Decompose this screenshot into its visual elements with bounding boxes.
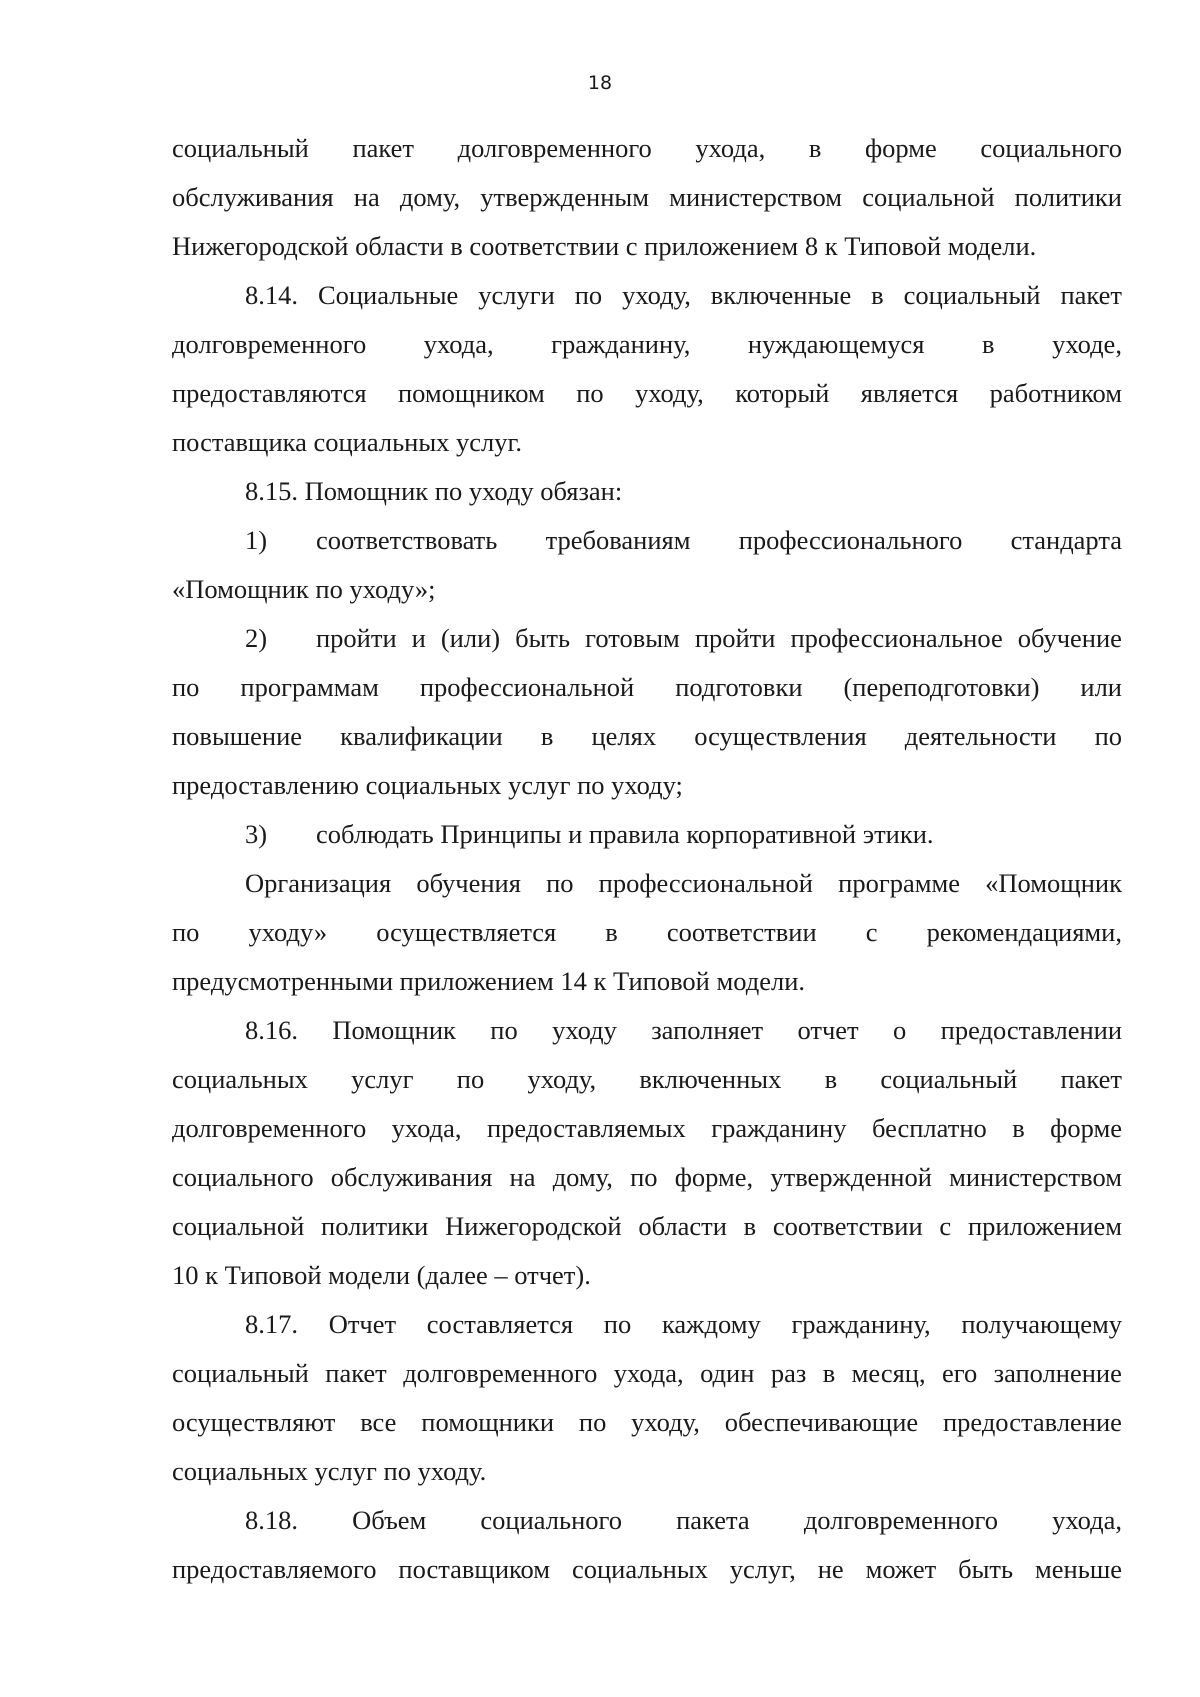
text-line: Организация обучения по профессиональной программе «Помощник (245, 868, 1122, 898)
list-item-text: соответствовать требованиям профессионального стандарта (316, 525, 1122, 555)
text-line: предусмотренными приложением 14 к Типовой модели. (172, 966, 806, 996)
text-line: социальных услуг по уходу, включенных в социальный пакет (172, 1064, 1122, 1094)
text-line: по программам профессиональной подготовки (переподготовки) или (172, 672, 1122, 702)
text-line: долговременного ухода, предоставляемых гражданину бесплатно в форме (172, 1113, 1122, 1143)
text-line: Нижегородской области в соответствии с приложением 8 к Типовой модели. (172, 231, 1037, 261)
text-line: 8.15. Помощник по уходу обязан: (245, 476, 623, 506)
text-line: социальных услуг по уходу. (172, 1456, 487, 1486)
text-line: 8.16. Помощник по уходу заполняет отчет о предоставлении (245, 1015, 1122, 1045)
text-line: долговременного ухода, гражданину, нуждающемуся в уходе, (172, 329, 1122, 359)
text-line: обслуживания на дому, утвержденным министерством социальной политики (172, 182, 1122, 212)
list-item-text: пройти и (или) быть готовым пройти профессиональное обучение (316, 623, 1122, 653)
list-item-number: 1) (245, 525, 268, 555)
text-line: поставщика социальных услуг. (172, 427, 523, 457)
text-line: повышение квалификации в целях осуществления деятельности по (172, 721, 1122, 751)
text-line: по уходу» осуществляется в соответствии с рекомендациями, (172, 917, 1122, 947)
list-item-line (172, 810, 1122, 859)
text-line: 8.17. Отчет составляется по каждому гражданину, получающему (245, 1309, 1122, 1339)
list-item-text: соблюдать Принципы и правила корпоративной этики. (316, 819, 934, 849)
text-line: осуществляют все помощники по уходу, обеспечивающие предоставление (172, 1407, 1122, 1437)
text-line: предоставлению социальных услуг по уходу; (172, 770, 683, 800)
text-line: социальный пакет долговременного ухода, один раз в месяц, его заполнение (172, 1358, 1122, 1388)
text-line: 8.18. Объем социального пакета долговременного ухода, (245, 1505, 1122, 1535)
text-line: 8.14. Социальные услуги по уходу, включенные в социальный пакет (245, 280, 1122, 310)
text-line: «Помощник по уходу»; (172, 574, 436, 604)
text-line: предоставляются помощником по уходу, который является работником (172, 378, 1122, 408)
list-item-line (172, 516, 1122, 565)
text-line: социальный пакет долговременного ухода, в форме социального (172, 133, 1122, 163)
document-body (172, 124, 1122, 1594)
text-line: социального обслуживания на дому, по форме, утвержденной министерством (172, 1162, 1122, 1192)
text-line: предоставляемого поставщиком социальных услуг, не может быть меньше (172, 1554, 1122, 1584)
text-line: 10 к Типовой модели (далее – отчет). (172, 1260, 591, 1290)
page-number: 18 (587, 72, 613, 94)
list-item-number: 3) (245, 819, 268, 849)
list-item-number: 2) (245, 623, 268, 653)
text-line: социальной политики Нижегородской области в соответствии с приложением (172, 1211, 1122, 1241)
list-item-line (172, 614, 1122, 663)
